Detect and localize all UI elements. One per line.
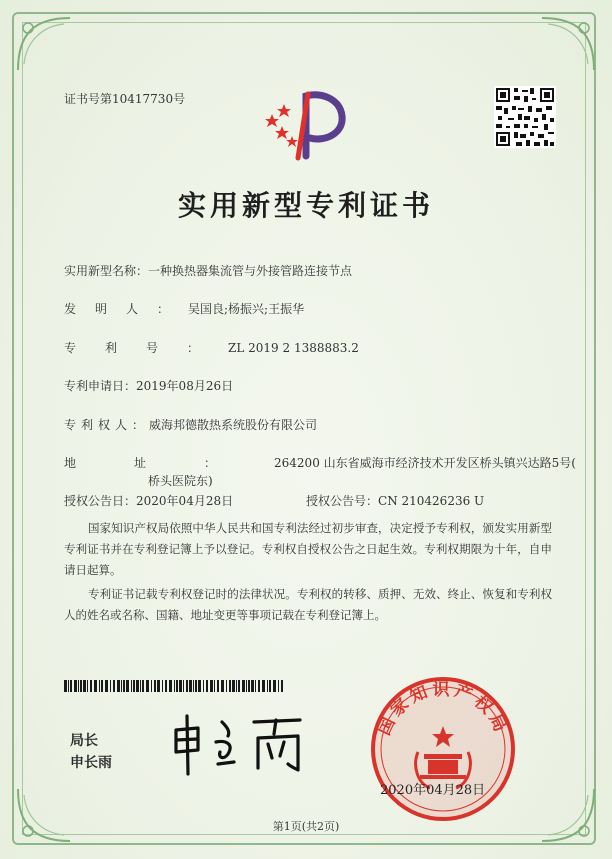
address-value-line1: 264200 山东省威海市经济技术开发区桥头镇兴达路5号( [274,456,576,470]
legal-status-paragraph: 专利证书记载专利权登记时的法律状况。专利权的转移、质押、无效、终止、恢复和专利权人的姓名或名称、国籍、地址变更等事项记载在专利登记簿上。 [64,587,552,622]
inventor-row [64,300,304,317]
filing-date-value: 2019年08月26日 [136,379,234,393]
grant-date-value: 2020年04月28日 [136,494,234,508]
patent-number-row [64,339,359,356]
barcode-icon [64,680,286,692]
utility-model-name-label: 实用新型名称： [64,264,149,278]
official-seal-icon [368,674,518,824]
grant-date-label: 授权公告日： [64,494,137,508]
director-signature-icon [168,708,328,780]
corner-ornament-icon [14,14,74,74]
inventor-label: 发明人： [64,302,189,316]
address-row [64,454,576,471]
patent-number-label: 专利号： [64,341,229,355]
qr-code-icon [494,86,556,148]
address-label: 地址： [64,456,275,470]
director-name: 申长雨 [70,755,112,771]
grant-number-row [306,492,484,509]
utility-model-name-row [64,262,352,279]
seal-text: 国家知识产权局 [374,679,512,739]
corner-ornament-icon [538,14,598,74]
utility-model-name-value: 一种换热器集流管与外接管路连接节点 [148,264,353,278]
director-title: 局长 [70,733,98,749]
page-number: 第1页(共2页) [272,820,340,833]
filing-date-label: 专利申请日： [64,379,137,393]
patentee-row [64,416,317,433]
grant-number-value: CN 210426236 U [378,494,485,508]
certificate-number: 证书号第10417730号 [64,92,186,106]
patent-number-value: ZL 2019 2 1388883.2 [228,341,359,355]
grant-statement-paragraph: 国家知识产权局依照中华人民共和国专利法经过初步审查，决定授予专利权，颁发实用新型专利证书并在专利登记簿上予以登记。专利权自授权公告之日起生效。专利权期限为十年，自申请日起算。 [64,521,552,577]
cnipa-logo-icon [258,84,358,164]
corner-ornament-icon [14,785,74,845]
corner-ornament-icon [538,785,598,845]
inventor-value: 吴国良;杨振兴;王振华 [188,302,305,316]
filing-date-row [64,377,233,394]
patentee-value: 威海邦德散热系统股份有限公司 [149,418,318,432]
seal-date: 2020年04月28日 [380,783,486,798]
grant-date-row [64,492,233,509]
address-value-line2: 桥头医院东) [148,474,213,488]
certificate-title: 实用新型专利证书 [177,189,434,222]
patentee-label: 专利权人： [64,418,150,432]
grant-number-label: 授权公告号： [306,494,379,508]
